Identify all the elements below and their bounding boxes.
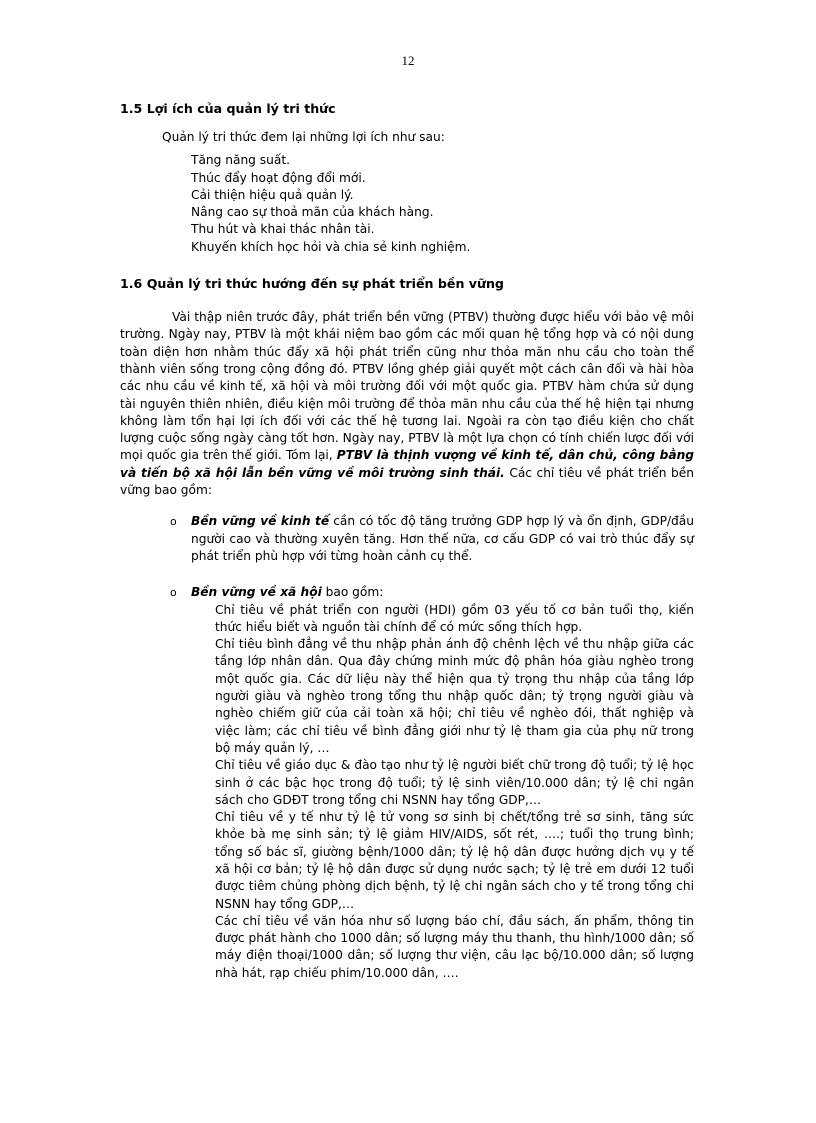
benefits-intro: Quản lý tri thức đem lại những lợi ích như sau: — [162, 130, 445, 144]
criteria-society — [120, 584, 694, 982]
sustainability-paragraph — [120, 309, 694, 499]
benefit-item: Thúc đẩy hoạt động đổi mới. — [191, 170, 366, 185]
criteria-economy-text: cần có tốc độ tăng trưởng GDP hợp lý và ổn định, GDP/đầu người cao và thường xuyên tăng. Hơn thế nữa, cơ cấu GDP có vai trò thúc đẩy sự phát triển phù hợp với từng hoàn cảnh cụ thể. — [191, 514, 694, 563]
section-heading-1-5: 1.5 Lợi ích của quản lý tri thức — [120, 101, 336, 116]
society-indicator: Chỉ tiêu về phát triển con người (HDI) gồm 03 yếu tố cơ bản tuổi thọ, kiến thức hiểu biết và nguồn tài chính để có mức sống thích hợp. — [215, 602, 694, 634]
paragraph-text: Vài thập niên trước đây, phát triển bền vững (PTBV) thường được hiểu với bảo vệ môi trường. Ngày nay, PTBV là một khái niệm bao gồm các mối quan hệ tổng hợp và có nội dung toàn diện hơn nhằm thúc đẩy xã hội phát triển cũng như thỏa mãn nhu cầu cho toàn thể thành viên sống trong cộng đồng đó. PTBV lồng ghép giải quyết một cách cân đối và hài hòa các nhu cầu về kinh tế, xã hội và môi trường đối với một quốc gia. PTBV hàm chứa sử dụng tài nguyên thiên nhiên, điều kiện môi trường để thỏa mãn nhu cầu của thế hệ hiện tại nhưng không làm tổn hại lợi ích đối với các thế hệ tương lai. Ngoài ra còn tạo điều kiện cho chất lượng cuộc sống ngày càng tốt hơn. Ngày nay, PTBV là một lựa chọn có tính chiến lược đối với mọi quốc gia trên thế giới. Tóm lại, — [120, 310, 694, 463]
society-indicator: Các chỉ tiêu về văn hóa như số lượng báo chí, đầu sách, ấn phẩm, thông tin được phát hành cho 1000 dân; số lượng máy thu thanh, thu hình/1000 dân; số máy điện thoại/1000 dân; số lượng thư viện, câu lạc bộ/10.000 dân; số lượng nhà hát, rạp chiếu phim/10.000 dân, …. — [215, 913, 694, 980]
section-heading-1-6: 1.6 Quản lý tri thức hướng đến sự phát triển bền vững — [120, 276, 504, 292]
criteria-society-title: Bền vững về xã hội — [191, 585, 322, 600]
document-body — [120, 100, 694, 982]
society-indicator: Chỉ tiêu về y tế như tỷ lệ tử vong sơ sinh bị chết/tổng trẻ sơ sinh, tăng sức khỏe bà mẹ sinh sản; tỷ lệ giảm HIV/AIDS, sốt rét, ….; tuổi thọ trung bình; tổng số bác sĩ, giường bệnh/1000 dân; tỷ lệ hộ dân được hưởng dịch vụ y tế xã hội cơ bản; tỷ lệ hộ dân được sử dụng nước sạch; tỷ lệ trẻ em dưới 12 tuổi được tiêm chủng phòng dịch bệnh, tỷ lệ chi ngân sách cho y tế trong tổng chi NSNN hay tổng GDP,… — [215, 810, 694, 911]
criteria-list — [120, 513, 694, 982]
benefit-item: Tăng năng suất. — [191, 153, 290, 168]
paragraph-emphasis: PTBV là thịnh vượng về kinh tế, dân chủ, công bằng và tiến bộ xã hội lẫn bền vững về môi trường sinh thái. — [120, 448, 694, 480]
criteria-economy-title: Bền vững về kinh tế — [191, 514, 330, 529]
criteria-economy — [120, 513, 694, 565]
paragraph-text-end: Các chỉ tiêu về phát triển bền vững bao gồm: — [120, 465, 694, 498]
criteria-society-text: bao gồm: — [321, 585, 384, 600]
benefit-item: Khuyến khích học hỏi và chia sẻ kinh nghiệm. — [191, 239, 471, 254]
bullet-marker: o — [170, 586, 177, 600]
benefit-item: Cải thiện hiệu quả quản lý. — [191, 187, 354, 202]
benefit-item: Nâng cao sự thoả mãn của khách hàng. — [191, 205, 434, 220]
benefits-list — [191, 152, 694, 256]
benefit-item: Thu hút và khai thác nhân tài. — [191, 222, 375, 237]
society-indicator-list — [215, 602, 694, 983]
bullet-marker: o — [170, 515, 177, 529]
page-number: 12 — [401, 53, 415, 68]
society-indicator: Chỉ tiêu về giáo dục & đào tạo như tỷ lệ người biết chữ trong độ tuổi; tỷ lệ học sinh ở các bậc học trong độ tuổi; tỷ lệ sinh viên/10.000 dân; tỷ lệ chi ngân sách cho GDĐT trong tổng chi NSNN hay tổng GDP,… — [215, 758, 694, 807]
society-indicator: Chỉ tiêu bình đẳng về thu nhập phản ánh độ chênh lệch về thu nhập giữa các tầng lớp nhân dân. Qua đây chứng minh mức độ phân hóa giàu nghèo trong một quốc gia. Các dữ liệu này thể hiện qua tỷ trọng thu nhập của tầng lớp người giàu và nghèo trong tổng thu nhập quốc dân; tỷ trọng người giàu và nghèo chiếm giữ của cải toàn xã hội; chỉ tiêu về nghèo đói, thất nghiệp và việc làm; các chỉ tiêu về bình đẳng giới như tỷ lệ tham gia của phụ nữ trong bộ máy quản lý, … — [215, 637, 694, 755]
